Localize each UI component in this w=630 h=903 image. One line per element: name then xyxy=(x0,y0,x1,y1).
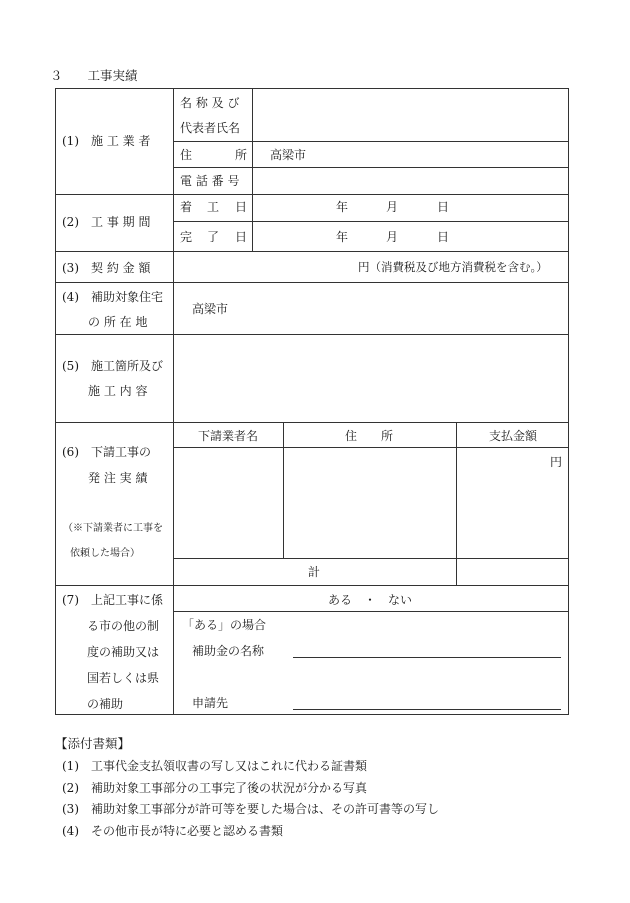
row-divider xyxy=(55,422,569,423)
subcontract-label-line1: (6) 下請工事の xyxy=(62,445,151,459)
other-subsidy-label-line5: の補助 xyxy=(87,697,124,711)
column-divider xyxy=(283,422,284,558)
phone-label: 電 話 番 号 xyxy=(180,174,240,188)
attachment-item: (4) その他市長が特に必要と認める書類 xyxy=(62,824,283,838)
address-label-end: 所 xyxy=(235,148,248,162)
address-value: 高梁市 xyxy=(270,148,307,162)
row-divider xyxy=(173,167,569,168)
if-yes-label: 「ある」の場合 xyxy=(182,618,267,632)
attachment-item: (2) 補助対象工事部分の工事完了後の状況が分かる写真 xyxy=(62,781,368,795)
row-divider xyxy=(55,194,569,195)
column-divider xyxy=(456,422,457,585)
attachment-item: (1) 工事代金支払領収書の写し又はこれに代わる証書類 xyxy=(62,759,368,773)
row-divider xyxy=(55,282,569,283)
work-label-line2: 施 工 内 容 xyxy=(88,384,148,398)
column-divider xyxy=(252,194,253,251)
end-day: 日 xyxy=(437,230,450,244)
total-label: 計 xyxy=(308,565,321,579)
subsidy-name-label: 補助金の名称 xyxy=(192,644,265,658)
end-label: 完 xyxy=(180,230,193,244)
period-label: (2) 工 事 期 間 xyxy=(62,215,151,229)
row-divider xyxy=(173,221,569,222)
house-address-value: 高梁市 xyxy=(192,302,229,316)
row-divider xyxy=(55,251,569,252)
subcontract-note-line1: （※下請業者に工事を xyxy=(63,523,163,534)
row-divider xyxy=(173,141,569,142)
start-label: 工 xyxy=(207,200,220,214)
row-divider xyxy=(55,334,569,335)
row-divider xyxy=(55,585,569,586)
attachment-item: (3) 補助対象工事部分が許可等を要した場合は、その許可書等の写し xyxy=(62,802,440,816)
contract-label: (3) 契 約 金 額 xyxy=(62,261,151,275)
other-subsidy-label-line3: 度の補助又は xyxy=(87,645,160,659)
column-divider xyxy=(173,88,174,715)
start-day: 日 xyxy=(437,200,450,214)
amount-yen-unit: 円 xyxy=(550,455,563,469)
contractor-label: (1) 施 工 業 者 xyxy=(62,134,151,148)
address-label: 住 xyxy=(180,148,193,162)
subsidy-name-field-line xyxy=(293,657,561,658)
start-label: 日 xyxy=(235,200,248,214)
name-label-line1: 名 称 及 び xyxy=(180,96,240,110)
col-payment-amount: 支払金額 xyxy=(489,429,538,443)
work-label-line1: (5) 施工箇所及び xyxy=(62,359,163,373)
attachments-heading: 【添付書類】 xyxy=(55,736,131,751)
end-year: 年 xyxy=(336,230,349,244)
yes-no-options: ある ・ ない xyxy=(328,593,413,607)
name-label-line2: 代表者氏名 xyxy=(180,121,241,135)
end-label: 了 xyxy=(207,230,220,244)
start-month: 月 xyxy=(386,200,399,214)
other-subsidy-label-line1: (7) 上記工事に係 xyxy=(62,593,163,607)
col-address: 住 所 xyxy=(345,429,394,443)
column-divider xyxy=(252,88,253,194)
subcontract-note-line2: 依頼した場合） xyxy=(70,548,140,559)
applicant-label: 申請先 xyxy=(192,696,229,710)
other-subsidy-label-line4: 国若しくは県 xyxy=(87,671,160,685)
col-subcontractor-name: 下請業者名 xyxy=(198,429,259,443)
contract-value: 円（消費税及び地方消費税を含む。） xyxy=(358,260,548,274)
applicant-field-line xyxy=(293,709,561,710)
row-divider xyxy=(173,611,569,612)
start-label: 着 xyxy=(180,200,193,214)
subcontract-label-line2: 発 注 実 績 xyxy=(88,471,148,485)
house-label-line2: の 所 在 地 xyxy=(88,315,148,329)
end-month: 月 xyxy=(386,230,399,244)
section-title: ３ 工事実績 xyxy=(50,68,138,83)
house-label-line1: (4) 補助対象住宅 xyxy=(62,290,163,304)
row-divider xyxy=(173,447,569,448)
other-subsidy-label-line2: る市の他の制 xyxy=(87,619,160,633)
end-label: 日 xyxy=(235,230,248,244)
row-divider xyxy=(173,558,569,559)
start-year: 年 xyxy=(336,200,349,214)
